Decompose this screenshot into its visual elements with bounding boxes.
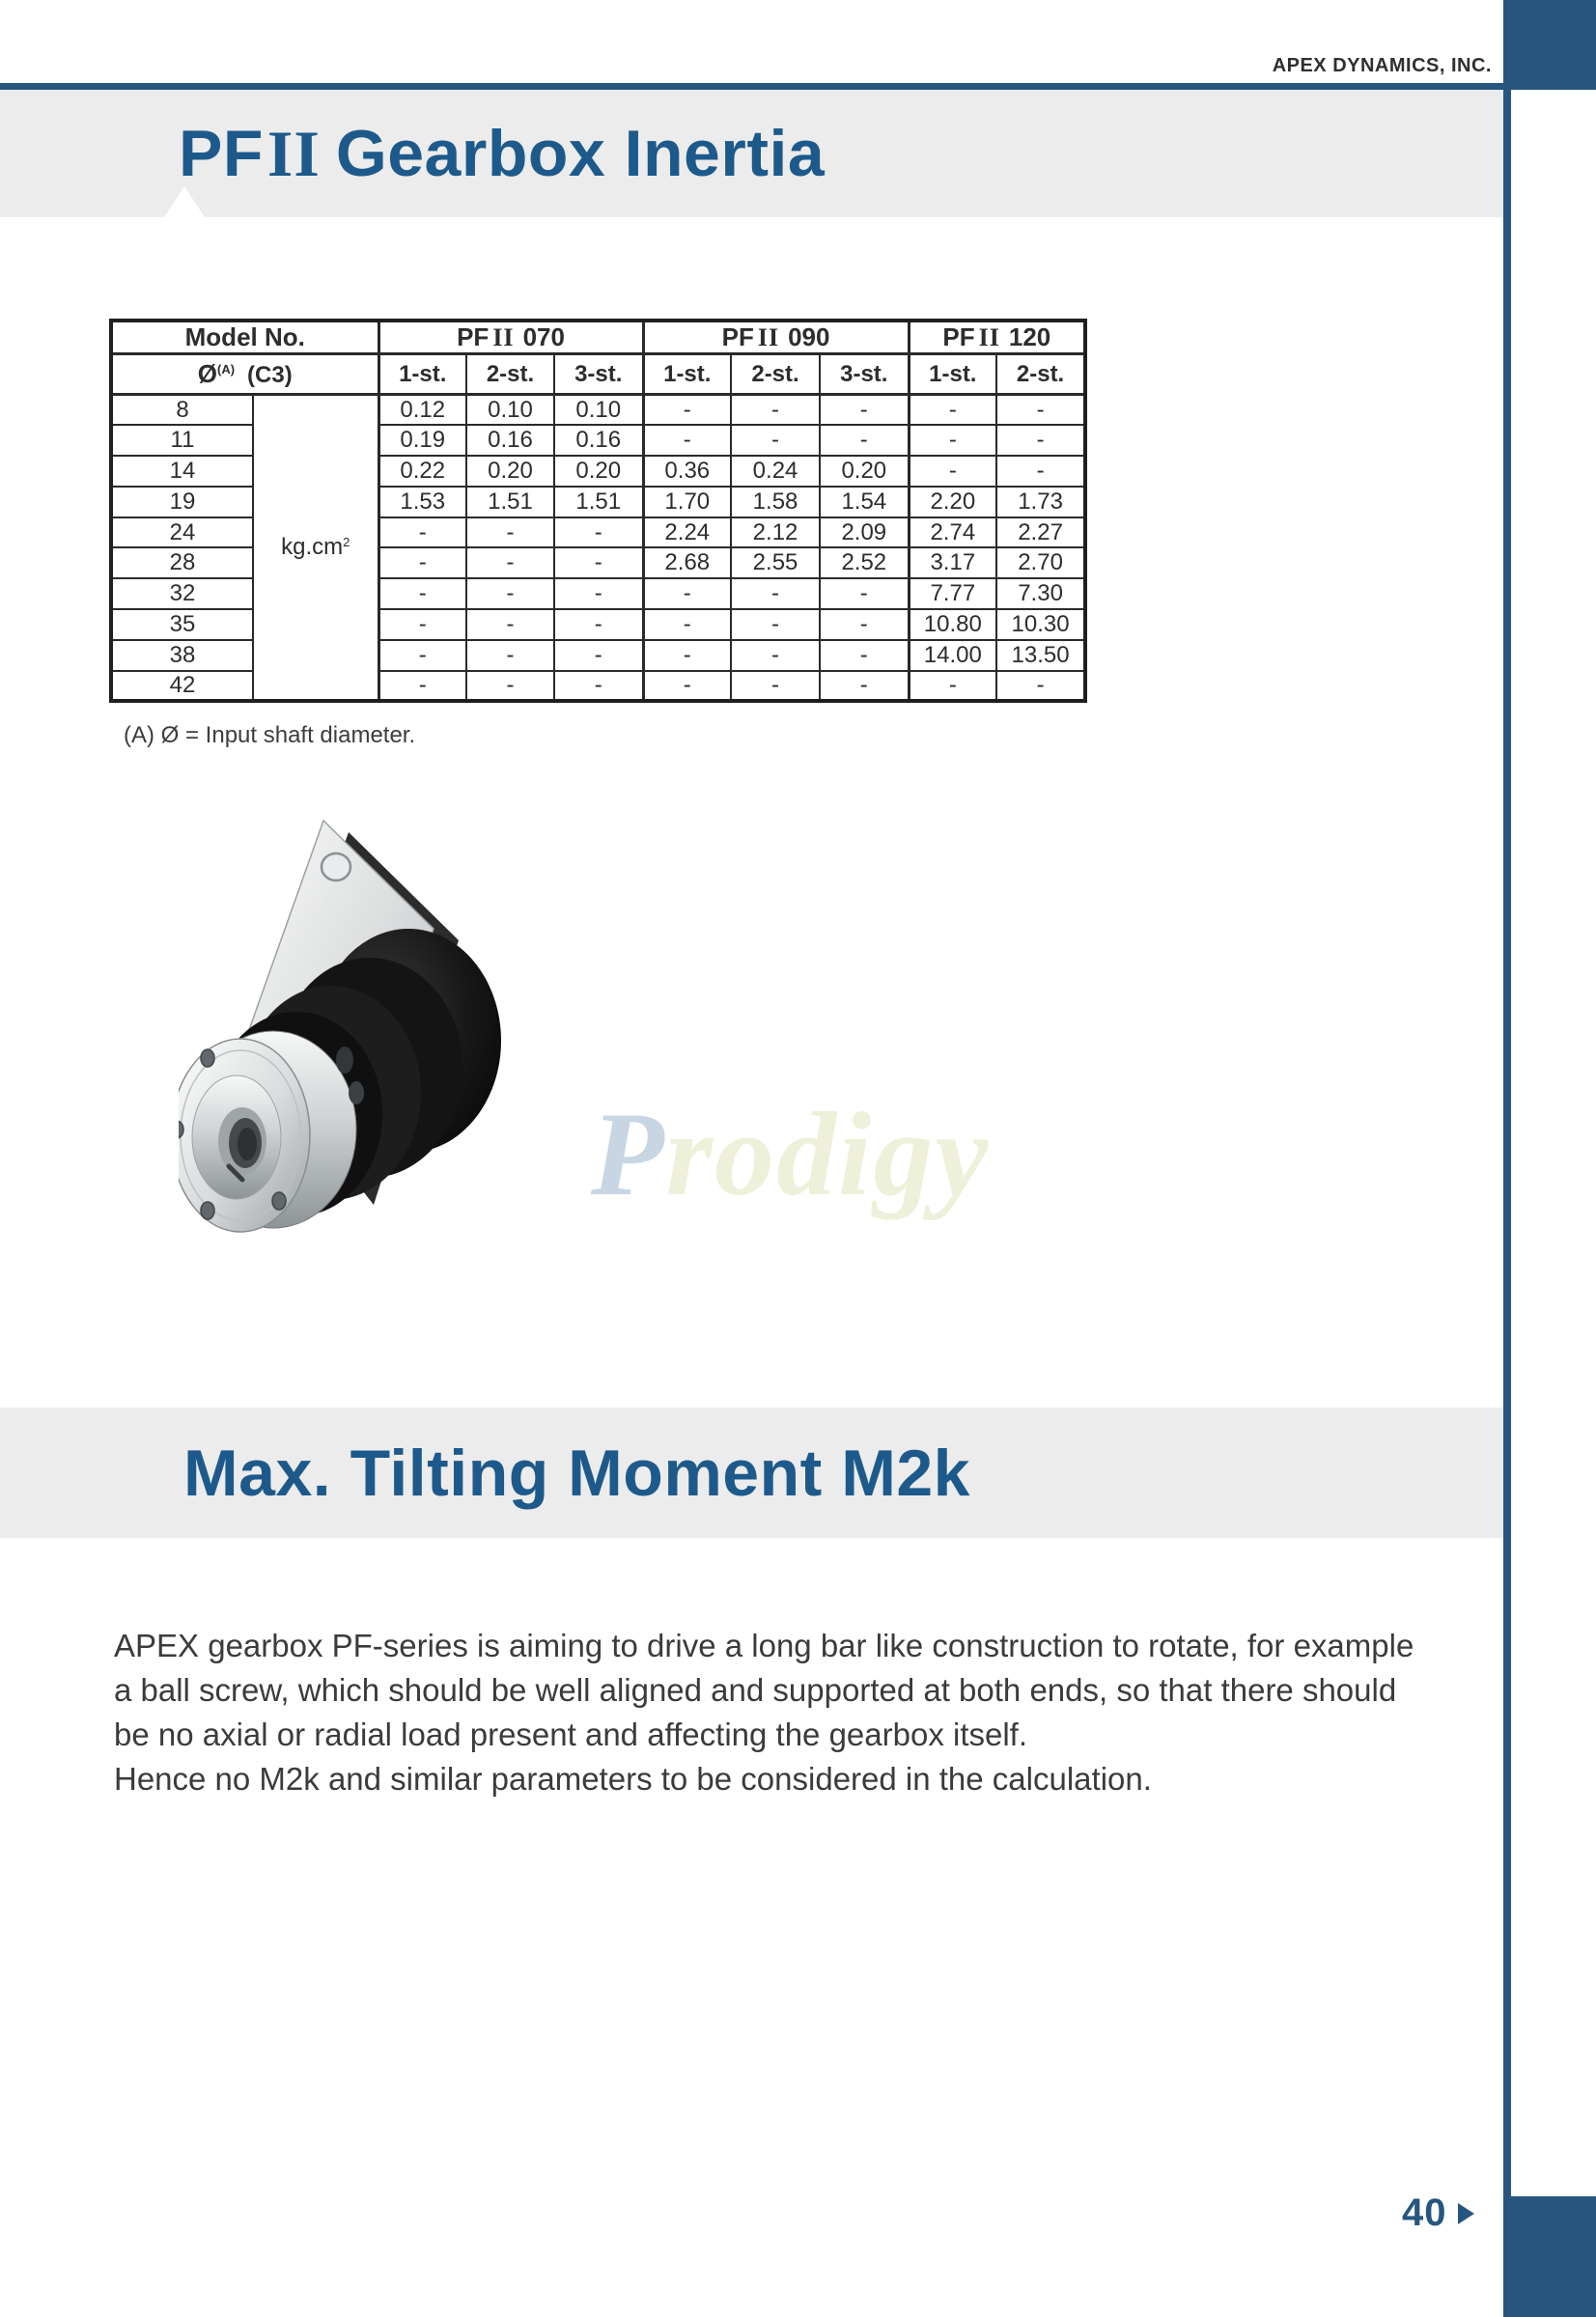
diameter-cell: 24 <box>111 517 253 548</box>
plate-bolt-hole <box>322 853 350 880</box>
diameter-cell: 14 <box>111 456 253 487</box>
page-title <box>179 116 825 192</box>
value-cell: 0.12 <box>378 395 466 426</box>
right-edge-rule <box>1503 90 1511 2317</box>
brand-text: APEX DYNAMICS, INC. <box>1272 55 1492 76</box>
diameter-cell: 35 <box>111 609 253 640</box>
value-cell: - <box>554 547 643 578</box>
title-roman-numeral: II <box>266 116 321 190</box>
value-cell: - <box>909 671 996 702</box>
value-cell: 1.73 <box>996 487 1085 517</box>
title-prefix: PF <box>179 116 264 190</box>
value-cell: - <box>643 640 731 671</box>
value-cell: 10.80 <box>909 609 996 640</box>
page-number-group <box>1402 2191 1474 2235</box>
value-cell: - <box>643 578 731 609</box>
flange-bolt-hole <box>201 1049 214 1067</box>
value-cell: - <box>554 640 643 671</box>
value-cell: - <box>731 425 820 456</box>
paragraph-line: Hence no M2k and similar parameters to be considered in the calculation. <box>114 1761 1152 1797</box>
page-arrow-icon <box>1458 2203 1474 2224</box>
drum-slot <box>349 1081 364 1104</box>
value-cell: 2.68 <box>643 547 731 578</box>
value-cell: 2.24 <box>643 517 731 548</box>
bottom-corner-block <box>1503 2196 1596 2317</box>
center-bore-deep <box>238 1128 257 1160</box>
flange-bolt-hole <box>201 1202 214 1219</box>
value-cell: 0.10 <box>554 395 643 426</box>
diameter-cell: 42 <box>111 671 253 702</box>
diameter-cell: 19 <box>111 487 253 517</box>
diameter-cell: 8 <box>111 395 253 426</box>
page-number: 40 <box>1402 2191 1447 2234</box>
paragraph-line: a ball screw, which should be well aligned and supported at both ends, so that there should <box>114 1672 1397 1708</box>
gearbox-illustration <box>179 811 642 1255</box>
group-header-pfii-090: PF II 090 <box>643 321 909 354</box>
diameter-header: $Ø^{(A)}$ (C3) <box>111 354 378 395</box>
value-cell: 1.51 <box>554 487 643 517</box>
value-cell: - <box>378 517 466 548</box>
value-cell: 0.16 <box>554 425 643 456</box>
section2-title-band <box>0 1408 1503 1538</box>
stage-header: 1-st. <box>378 354 466 395</box>
value-cell: 1.54 <box>820 487 909 517</box>
value-cell: 0.20 <box>466 456 554 487</box>
value-cell: - <box>378 640 466 671</box>
value-cell: - <box>378 609 466 640</box>
diameter-cell: 28 <box>111 547 253 578</box>
group-header-pfii-120: PF II 120 <box>909 321 1085 354</box>
inertia-table <box>109 319 1087 703</box>
value-cell: 2.20 <box>909 487 996 517</box>
value-cell: 2.70 <box>996 547 1085 578</box>
value-cell: - <box>466 609 554 640</box>
value-cell: - <box>554 671 643 702</box>
value-cell: - <box>820 425 909 456</box>
title-rest: Gearbox Inertia <box>335 116 826 190</box>
body-paragraph <box>114 1624 1414 1801</box>
value-cell: - <box>909 395 996 426</box>
stage-header: 3-st. <box>820 354 909 395</box>
diameter-cell: 11 <box>111 425 253 456</box>
value-cell: - <box>731 671 820 702</box>
value-cell: - <box>820 395 909 426</box>
paragraph-line: APEX gearbox PF-series is aiming to drive a long bar like construction to rotate, for example <box>114 1628 1414 1663</box>
group-header-pfii-070: PF II 070 <box>378 321 643 354</box>
stage-header: 1-st. <box>909 354 996 395</box>
table-footnote: (A) Ø = Input shaft diameter. <box>124 722 416 748</box>
value-cell: - <box>820 671 909 702</box>
value-cell: - <box>996 456 1085 487</box>
watermark <box>591 1086 991 1223</box>
value-cell: 0.16 <box>466 425 554 456</box>
value-cell: 1.70 <box>643 487 731 517</box>
value-cell: 0.36 <box>643 456 731 487</box>
section1-title-band <box>0 90 1503 217</box>
value-cell: 2.09 <box>820 517 909 548</box>
value-cell: 0.22 <box>378 456 466 487</box>
value-cell: 0.20 <box>554 456 643 487</box>
stage-header: 2-st. <box>996 354 1085 395</box>
value-cell: - <box>466 578 554 609</box>
paragraph-line: be no axial or radial load present and affecting the gearbox itself. <box>114 1717 1028 1752</box>
diameter-cell: 38 <box>111 640 253 671</box>
value-cell: - <box>378 547 466 578</box>
drum-slot <box>336 1047 353 1074</box>
value-cell: 10.30 <box>996 609 1085 640</box>
stage-header: 2-st. <box>731 354 820 395</box>
top-corner-block <box>1503 0 1596 90</box>
value-cell: - <box>909 425 996 456</box>
value-cell: 14.00 <box>909 640 996 671</box>
value-cell: 7.77 <box>909 578 996 609</box>
value-cell: - <box>466 517 554 548</box>
table-row <box>111 395 1085 426</box>
stage-header: 3-st. <box>554 354 643 395</box>
value-cell: 7.30 <box>996 578 1085 609</box>
value-cell: - <box>731 578 820 609</box>
value-cell: - <box>554 609 643 640</box>
value-cell: 2.27 <box>996 517 1085 548</box>
value-cell: 1.53 <box>378 487 466 517</box>
watermark-rest: rodigy <box>665 1088 991 1220</box>
value-cell: - <box>466 547 554 578</box>
value-cell: 13.50 <box>996 640 1085 671</box>
stage-header: 1-st. <box>643 354 731 395</box>
value-cell: 2.55 <box>731 547 820 578</box>
value-cell: - <box>909 456 996 487</box>
value-cell: - <box>731 640 820 671</box>
flange-bolt-hole <box>272 1192 286 1210</box>
value-cell: - <box>643 395 731 426</box>
value-cell: 2.52 <box>820 547 909 578</box>
value-cell: - <box>643 671 731 702</box>
value-cell: - <box>731 609 820 640</box>
value-cell: - <box>996 395 1085 426</box>
stage-header: 2-st. <box>466 354 554 395</box>
section2-title: Max. Tilting Moment M2k <box>183 1436 970 1510</box>
value-cell: 0.24 <box>731 456 820 487</box>
value-cell: - <box>378 671 466 702</box>
value-cell: - <box>820 578 909 609</box>
value-cell: - <box>378 578 466 609</box>
value-cell: 2.12 <box>731 517 820 548</box>
value-cell: 1.58 <box>731 487 820 517</box>
value-cell: - <box>554 578 643 609</box>
value-cell: 1.51 <box>466 487 554 517</box>
value-cell: 2.74 <box>909 517 996 548</box>
model-no-header: Model No. <box>111 321 378 354</box>
value-cell: 0.20 <box>820 456 909 487</box>
header-rule <box>0 83 1503 90</box>
value-cell: 0.10 <box>466 395 554 426</box>
value-cell: - <box>466 671 554 702</box>
value-cell: - <box>554 517 643 548</box>
watermark-initial: P <box>591 1088 666 1220</box>
value-cell: - <box>996 671 1085 702</box>
value-cell: - <box>731 395 820 426</box>
value-cell: - <box>643 425 731 456</box>
value-cell: - <box>466 640 554 671</box>
value-cell: - <box>820 640 909 671</box>
value-cell: - <box>820 609 909 640</box>
value-cell: 0.19 <box>378 425 466 456</box>
inertia-table-container <box>109 319 1087 703</box>
value-cell: - <box>643 609 731 640</box>
band-notch-triangle <box>164 186 205 217</box>
unit-cell: $kg.cm^2$ <box>253 395 378 702</box>
value-cell: 3.17 <box>909 547 996 578</box>
value-cell: - <box>996 425 1085 456</box>
diameter-cell: 32 <box>111 578 253 609</box>
